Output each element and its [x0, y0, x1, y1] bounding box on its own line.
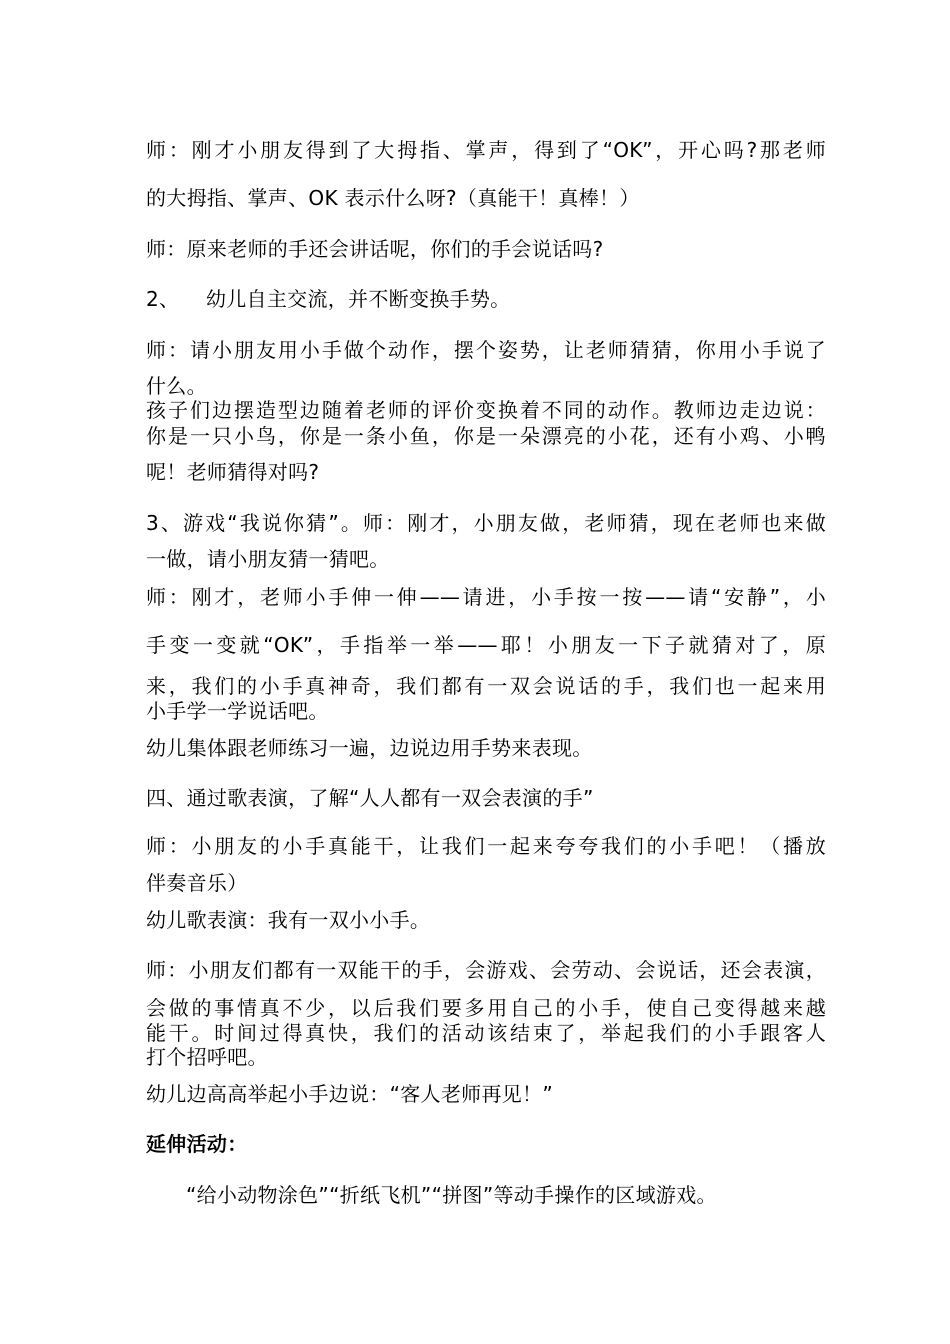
paragraph-line-19: 伴奏音乐） — [146, 871, 248, 895]
paragraph-line-15: 小手学一学说话吧。 — [146, 699, 329, 723]
extension-activity-text: “给小动物涂色”“折纸飞机”“拼图”等动手操作的区域游戏。 — [146, 1183, 717, 1207]
section-heading-2: 2、 幼儿自主交流，并不断变换手势。 — [146, 287, 511, 311]
paragraph-line-1: 师：刚才小朋友得到了大拇指、掌声，得到了“OK”，开心吗?那老师 — [146, 138, 826, 162]
paragraph-line-12: 师：刚才，老师小手伸一伸——请进，小手按一按——请“安静”，小 — [146, 585, 826, 609]
paragraph-line-23: 能干。时间过得真快，我们的活动该结束了，举起我们的小手跟客人 — [146, 1021, 826, 1045]
paragraph-line-24: 打个招呼吧。 — [146, 1045, 268, 1069]
paragraph-line-16: 幼儿集体跟老师练习一遍，边说边用手势来表现。 — [146, 736, 593, 760]
paragraph-line-13: 手变一变就“OK”，手指举一举——耶！小朋友一下子就猜对了，原 — [146, 633, 826, 657]
paragraph-line-18: 师：小朋友的小手真能干，让我们一起来夸夸我们的小手吧！（播放 — [146, 834, 826, 858]
paragraph-line-22: 会做的事情真不少，以后我们要多用自己的小手，使自己变得越来越 — [146, 996, 826, 1020]
paragraph-line-3: 师：原来老师的手还会讲话呢，你们的手会说话吗? — [146, 237, 604, 261]
paragraph-line-8: 你是一只小鸟，你是一条小鱼，你是一朵漂亮的小花，还有小鸡、小鸭 — [146, 424, 826, 448]
section-heading-4: 四、通过歌表演，了解“人人都有一双会表演的手” — [146, 786, 594, 810]
paragraph-line-10: 3、游戏“我说你猜”。师：刚才，小朋友做，老师猜，现在老师也来做 — [146, 511, 826, 535]
paragraph-line-21: 师：小朋友们都有一双能干的手，会游戏、会劳动、会说话，还会表演， — [146, 958, 826, 982]
paragraph-line-11: 一做，请小朋友猜一猜吧。 — [146, 547, 390, 571]
extension-activity-heading: 延伸活动： — [146, 1132, 248, 1156]
paragraph-line-2: 的大拇指、掌声、OK 表示什么呀?（真能干！真棒！） — [146, 186, 640, 210]
paragraph-line-6: 什么。 — [146, 374, 207, 398]
paragraph-line-7: 孩子们边摆造型边随着老师的评价变换着不同的动作。教师边走边说： — [146, 398, 826, 422]
paragraph-line-20: 幼儿歌表演：我有一双小小手。 — [146, 908, 431, 932]
paragraph-line-25: 幼儿边高高举起小手边说：“客人老师再见！” — [146, 1082, 554, 1106]
paragraph-line-9: 呢！老师猜得对吗? — [146, 460, 320, 484]
paragraph-line-5: 师：请小朋友用小手做个动作，摆个姿势，让老师猜猜，你用小手说了 — [146, 338, 826, 362]
paragraph-line-14: 来，我们的小手真神奇，我们都有一双会说话的手，我们也一起来用 — [146, 674, 826, 698]
